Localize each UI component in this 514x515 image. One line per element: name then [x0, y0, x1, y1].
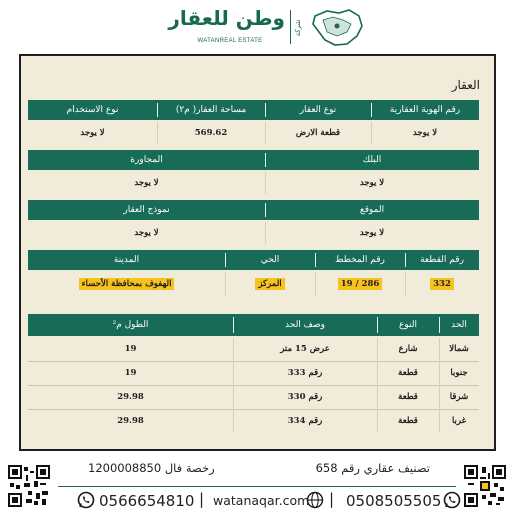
- value-city: [28, 272, 225, 296]
- value-usage-type: لا يوجد: [80, 128, 105, 138]
- length-cell: 29.98: [117, 392, 144, 402]
- footer-divider-line: [58, 486, 456, 487]
- value-plot-number: [405, 272, 479, 296]
- separator-1: |: [199, 490, 205, 508]
- description-cell: عرض 15 متر: [280, 344, 330, 354]
- company-logo: [168, 6, 365, 48]
- real-estate-classification: تصنيف عقاري رقم 658: [315, 461, 430, 475]
- length-cell: 19: [124, 368, 137, 378]
- property-document: [19, 54, 496, 451]
- header-plot-number: رقم القطعة: [405, 250, 479, 270]
- header-boundary: الحد: [439, 314, 479, 336]
- header-neighborhood-unit: المجاورة: [28, 150, 265, 170]
- phone-1[interactable]: 0508505505: [346, 492, 442, 510]
- separator-2: |: [329, 490, 335, 508]
- type-cell: شارع: [398, 344, 418, 354]
- header-city: المدينة: [28, 250, 225, 270]
- whatsapp-icon: [443, 491, 461, 509]
- type-cell: قطعة: [398, 368, 418, 378]
- description-cell: رقم 333: [287, 368, 323, 378]
- header-property-type: نوع العقار: [265, 100, 371, 120]
- value-property-area: 569.62: [194, 128, 228, 138]
- header-block: البلك: [265, 150, 479, 170]
- logo-english-text: WATANREAL ESTATE: [197, 38, 263, 44]
- length-cell: 19: [124, 344, 137, 354]
- phone-2[interactable]: 0566654810: [99, 492, 195, 510]
- header-plan-number: رقم المخطط: [315, 250, 405, 270]
- district-highlight: المركز: [255, 278, 284, 290]
- header-district: الحي: [225, 250, 315, 270]
- header-usage-type: نوع الاستخدام: [28, 100, 157, 120]
- boundary-cell: شرقا: [449, 392, 469, 402]
- boundary-cell: شمالا: [449, 344, 469, 354]
- svg-text:شركة: شركة: [294, 19, 302, 37]
- logo-divider: [290, 10, 291, 44]
- plot-number-highlight: 332: [430, 278, 454, 290]
- header-boundary-description: وصف الحد: [233, 314, 377, 336]
- value-plan-number: [315, 272, 405, 296]
- header-property-area: مساحة العقار( م٢): [157, 100, 265, 120]
- header-property-id: رقم الهوية العقارية: [371, 100, 479, 120]
- value-property-id: لا يوجد: [412, 128, 438, 138]
- logo-arabic-text: وطن للعقار: [168, 6, 285, 30]
- boundary-cell: غربا: [451, 416, 467, 426]
- qr-code-left: [8, 465, 50, 507]
- type-cell: قطعة: [398, 392, 418, 402]
- website-link[interactable]: watanaqar.com: [213, 493, 310, 508]
- header-property-model: نموذج العقار: [28, 200, 265, 220]
- value-property-type: قطعة الارض: [295, 128, 341, 138]
- saudi-map-icon: [309, 8, 365, 48]
- length-cell: 29.98: [117, 416, 144, 426]
- value-property-model: لا يوجد: [134, 228, 159, 238]
- boundary-cell: جنوبا: [450, 368, 468, 378]
- description-cell: رقم 334: [287, 416, 323, 426]
- page-header: [0, 0, 514, 52]
- document-title: العقار: [451, 78, 480, 92]
- value-location: لا يوجد: [359, 228, 385, 238]
- value-neighborhood-unit: لا يوجد: [134, 178, 159, 188]
- header-location: الموقع: [265, 200, 479, 220]
- logo-small-text: [295, 12, 305, 44]
- whatsapp-icon-2: [77, 491, 95, 509]
- type-cell: قطعة: [398, 416, 418, 426]
- header-length: الطول م²: [28, 314, 233, 336]
- value-district: [225, 272, 315, 296]
- header-type: النوع: [377, 314, 439, 336]
- description-cell: رقم 330: [287, 392, 323, 402]
- value-block: لا يوجد: [359, 178, 385, 188]
- plan-number-highlight: 286 / 19: [338, 278, 383, 290]
- qr-code-right: [464, 465, 506, 507]
- fal-license: رخصة فال 1200008850: [88, 461, 215, 475]
- city-highlight: الهفوف بمحافظة الأحساء: [79, 278, 175, 290]
